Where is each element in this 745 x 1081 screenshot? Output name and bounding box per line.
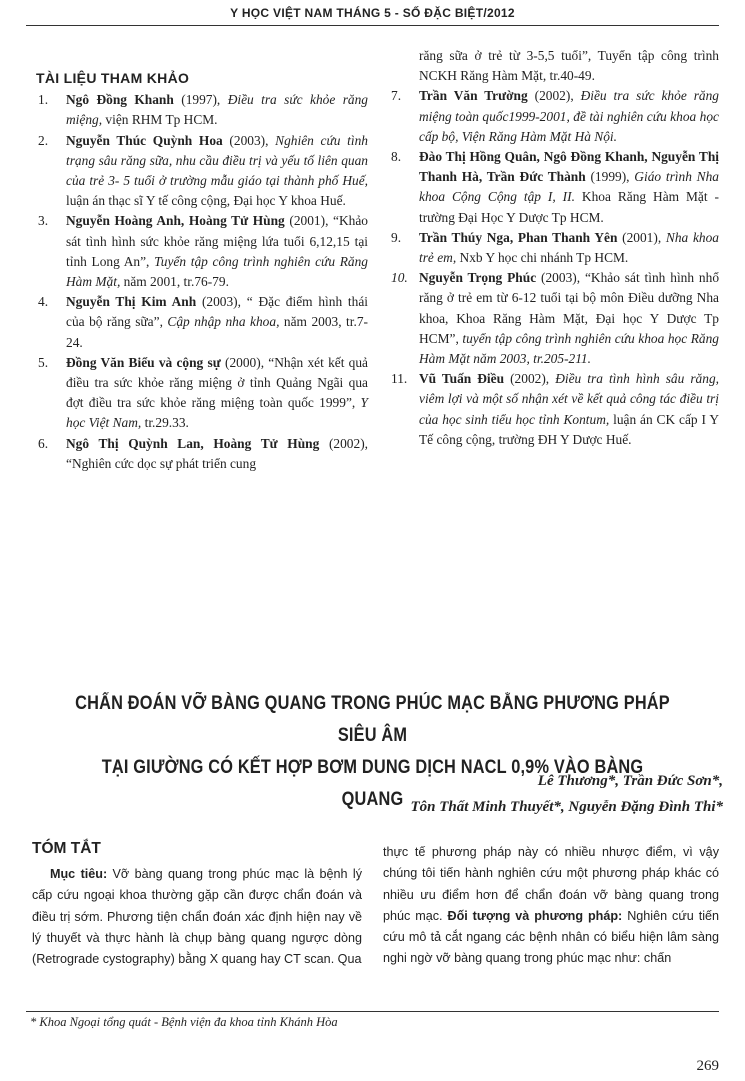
- header-rule: [26, 25, 719, 26]
- authors-line-2: Tôn Thất Minh Thuyết*, Nguyễn Đặng Đình Thi*: [410, 799, 723, 815]
- reference-continuation: răng sữa ở trẻ từ 3-5,5 tuổi”, Tuyển tập công trình NCKH Răng Hàm Mặt, tr.40-49.: [419, 48, 719, 84]
- reference-item: 2. Nguyễn Thúc Quỳnh Hoa (2003), Nghiên cứu tình trạng sâu răng sữa, nhu cầu điều trị và yếu tố liên quan của trẻ 3- 5 tuổi ở trường mẫu giáo tại thành phố Huế, luận án thạc sĩ Y tế công cộng, Đại học Y khoa Huế.: [38, 132, 368, 209]
- objective-label: Mục tiêu:: [50, 867, 108, 881]
- reference-item: 8. Đào Thị Hồng Quân, Ngô Đồng Khanh, Nguyễn Thị Thanh Hà, Trần Đức Thành (1999), Giáo trình Nha khoa Cộng Cộng tập I, II. Khoa Răng Hàm Mặt - trường Đại Học Y Dược Tp HCM.: [391, 149, 719, 225]
- reference-item: 5. Đồng Văn Biểu và cộng sự (2000), “Nhận xét kết quả điều tra sức khỏe răng miệng ở tỉnh Quảng Ngãi qua đợt điều tra sức khỏe răng miệng toàn quốc 1999”, Y học Việt Nam, tr.29.33.: [38, 354, 369, 431]
- references-right-column: [391, 46, 719, 450]
- reference-item: 9. Trần Thúy Nga, Phan Thanh Yên (2001), Nha khoa trẻ em, Nxb Y học chi nhánh Tp HCM.: [391, 229, 719, 266]
- footnote-rule: [26, 1011, 719, 1012]
- references-left-column: [38, 68, 368, 474]
- article-authors: [163, 768, 723, 820]
- reference-item: 7. Trần Văn Trường (2002), Điều tra sức khỏe răng miệng toàn quốc1999-2001, đề tài nghiên cứu khoa học cấp bộ, Viện Răng Hàm Mặt Hà Nội.: [391, 88, 719, 144]
- references-heading: TÀI LIỆU THAM KHẢO: [36, 70, 190, 86]
- reference-item: 4. Nguyễn Thị Kim Anh (2003), “ Đặc điểm hình thái của bộ răng sữa”, Cập nhập nha khoa, năm 2003, tr.7-24.: [38, 294, 368, 350]
- abstract-continuation: thực tế phương pháp này có nhiều nhược điểm, vì vậy chúng tôi tiến hành nghiên cứu một phương pháp khác có nhiều ưu điểm hơn để chẩn đoán vỡ bàng quang trong phúc mạc. Đối tượng và phương pháp: Nghiên cứu tiến cứu mô tả cắt ngang các bệnh nhân có biểu hiện lâm sàng nghi ngờ vỡ bàng quang trong phúc mạc như: chấn: [383, 845, 719, 966]
- methods-label: Đối tượng và phương pháp:: [447, 908, 623, 923]
- reference-item: 1. Ngô Đồng Khanh (1997), Điều tra sức khỏe răng miệng, viện RHM Tp HCM.: [38, 92, 368, 128]
- running-header: Y HỌC VIỆT NAM THÁNG 5 - SỐ ĐẶC BIỆT/2012: [230, 6, 515, 20]
- abstract-left-column: [32, 864, 362, 970]
- article-title-line-2: TẠI GIƯỜNG CÓ KẾT HỢP BƠM DUNG DỊCH NACL 0,9% VÀO BÀNG QUANG: [101, 757, 644, 810]
- affiliation-footnote: * Khoa Ngoại tổng quát - Bệnh viện đa khoa tỉnh Khánh Hòa: [30, 1015, 338, 1029]
- reference-item: 11. Vũ Tuấn Điều (2002), Điều tra tình hình sâu răng, viêm lợi và một số nhận xét về kết quả công tác điều trị của học sinh tiểu học tỉnh Kontum, luận án CK cấp I Y Tế công cộng, trường ĐH Y Dược Huế.: [391, 371, 719, 447]
- abstract-heading: TÓM TẮT: [32, 840, 101, 857]
- authors-line-1: Lê Thương*, Trần Đức Sơn*,: [537, 773, 723, 789]
- article-title-line-1: CHẨN ĐOÁN VỠ BÀNG QUANG TRONG PHÚC MẠC BẰNG PHƯƠNG PHÁP SIÊU ÂM: [75, 693, 670, 746]
- reference-item: 3. Nguyễn Hoàng Anh, Hoàng Tử Hùng (2001), “Khảo sát tình hình sức khỏe răng miệng lứa tuổi 6,12,15 tại tỉnh Long An”, Tuyển tập công trình nghiên cứu Răng Hàm Mặt, năm 2001, tr.76-79.: [38, 213, 368, 290]
- abstract-objective: Mục tiêu: Vỡ bàng quang trong phúc mạc là bệnh lý cấp cứu ngoại khoa thường gặp cần được chẩn đoán và điều trị sớm. Phương tiện chẩn đoán xác định hiện nay về lý thuyết và thực hành là chụp bàng quang ngược dòng (Retrograde cystography) bằng X quang hay CT scan. Qua: [32, 867, 362, 967]
- reference-item: 6. Ngô Thị Quỳnh Lan, Hoàng Tử Hùng (2002), “Nghiên cức dọc sự phát triển cung: [38, 435, 368, 471]
- page-number: 269: [696, 1058, 719, 1074]
- abstract-right-column: [383, 842, 719, 970]
- reference-item: 10. Nguyễn Trọng Phúc (2003), “Khảo sát tình hình nhổ răng ở trẻ em từ 6-12 tuổi tại bộ môn Điều dưỡng Nha khoa, Khoa Răng Hàm Mặt, Đại học Y Dược Tp HCM”, tuyển tập công trình nghiên cứu khoa học Răng Hàm Mặt năm 2003, tr.205-211.: [391, 270, 720, 367]
